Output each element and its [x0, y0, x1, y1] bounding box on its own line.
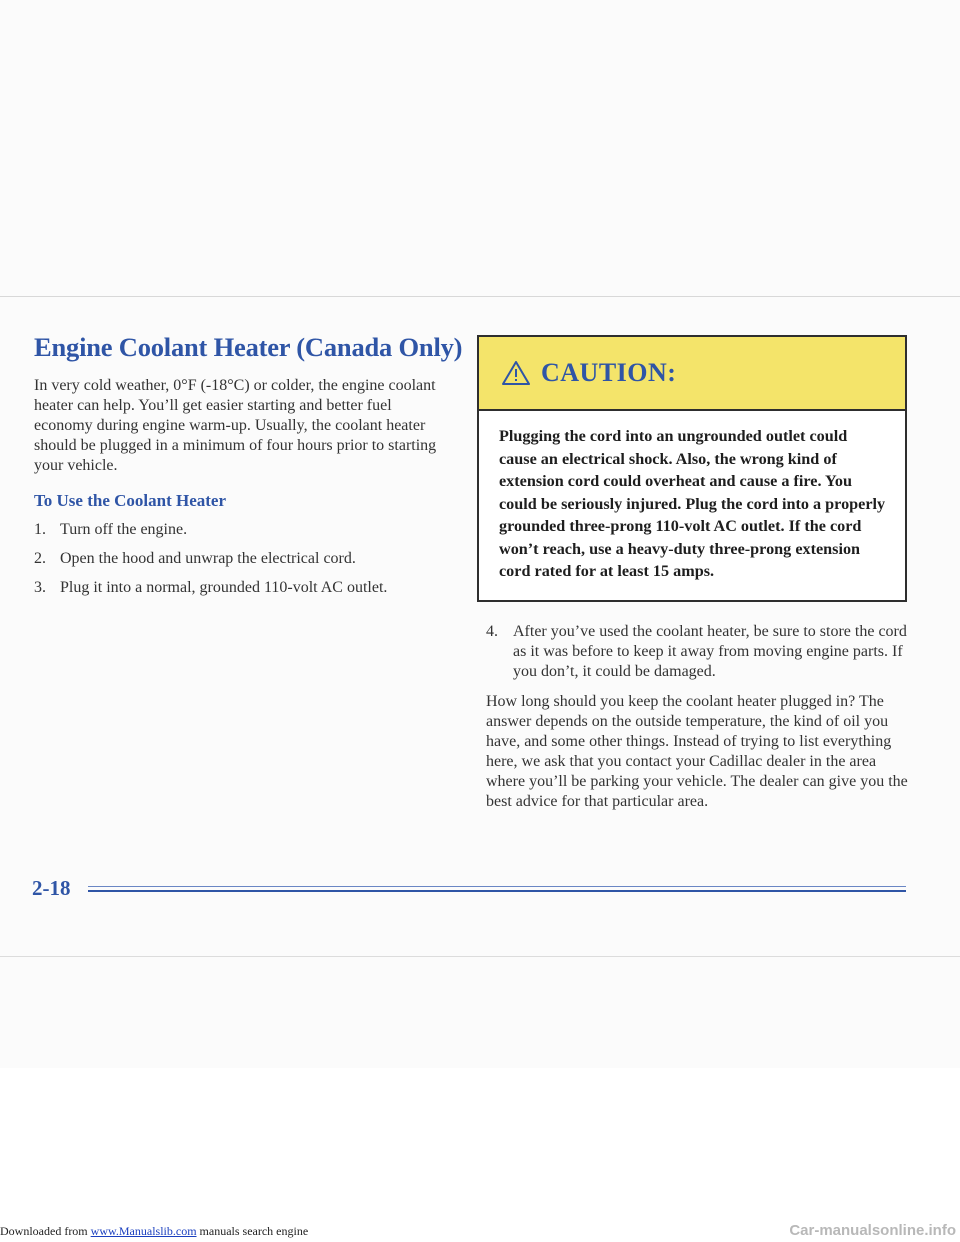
page-title: Engine Coolant Heater (Canada Only)	[34, 332, 463, 362]
download-credit	[0, 1224, 308, 1239]
page-number: 2-18	[32, 876, 71, 900]
download-prefix: Downloaded from	[0, 1224, 91, 1238]
left-column	[34, 330, 463, 607]
step-text: After you’ve used the coolant heater, be sure to store the cord as it was before to keep it away from moving engine parts. If you don’t, it could be damaged.	[513, 623, 907, 680]
caution-title: CAUTION:	[541, 358, 677, 387]
intro-paragraph: In very cold weather, 0°F (-18°C) or colder, the engine coolant heater can help. You’ll get easier starting and better fuel economy during engine warm-up. Usually, the coolant heater should be plugged in a minimum of four hours prior to starting your vehicle.	[34, 377, 437, 474]
step-text: Open the hood and unwrap the electrical cord.	[60, 550, 356, 567]
right-column	[486, 622, 911, 812]
manualslib-link[interactable]: www.Manualslib.com	[90, 1224, 197, 1238]
step-number: 3.	[34, 579, 46, 596]
download-suffix: manuals search engine	[196, 1224, 309, 1238]
warning-triangle-icon	[501, 360, 531, 386]
top-divider	[0, 296, 960, 297]
caution-text: Plugging the cord into an ungrounded outlet could cause an electrical shock. Also, the wrong kind of extension cord could overheat and cause a fire. You could be seriously injured. Plug the cord into a properly grounded three-prong 110-volt AC outlet. If the cord won’t reach, use a heavy-duty three-prong extension cord rated for at least 15 amps.	[499, 427, 886, 580]
list-item	[34, 578, 454, 598]
step-text: Turn off the engine.	[60, 521, 188, 538]
caution-header	[479, 337, 905, 411]
step-number: 4.	[486, 623, 498, 640]
footer-rule	[88, 886, 906, 892]
download-bar	[0, 1222, 960, 1242]
step-number: 2.	[34, 550, 46, 567]
watermark-text: Car-manualsonline.info	[789, 1222, 956, 1239]
list-item	[34, 520, 454, 540]
bottom-divider	[0, 956, 960, 957]
step-text: Plug it into a normal, grounded 110-volt AC outlet.	[60, 579, 388, 596]
closing-paragraph: How long should you keep the coolant heater plugged in? The answer depends on the outside temperature, the kind of oil you have, and some other things. Instead of trying to list everything here, we ask that you contact your Cadillac dealer in the area where you’ll be parking your vehicle. The dealer can give you the best advice for that particular area.	[486, 693, 908, 810]
list-item	[34, 549, 454, 569]
caution-box	[477, 335, 907, 602]
subheading: To Use the Coolant Heater	[34, 491, 227, 510]
step-number: 1.	[34, 521, 46, 538]
steps-list	[34, 520, 454, 598]
list-item	[486, 622, 911, 682]
